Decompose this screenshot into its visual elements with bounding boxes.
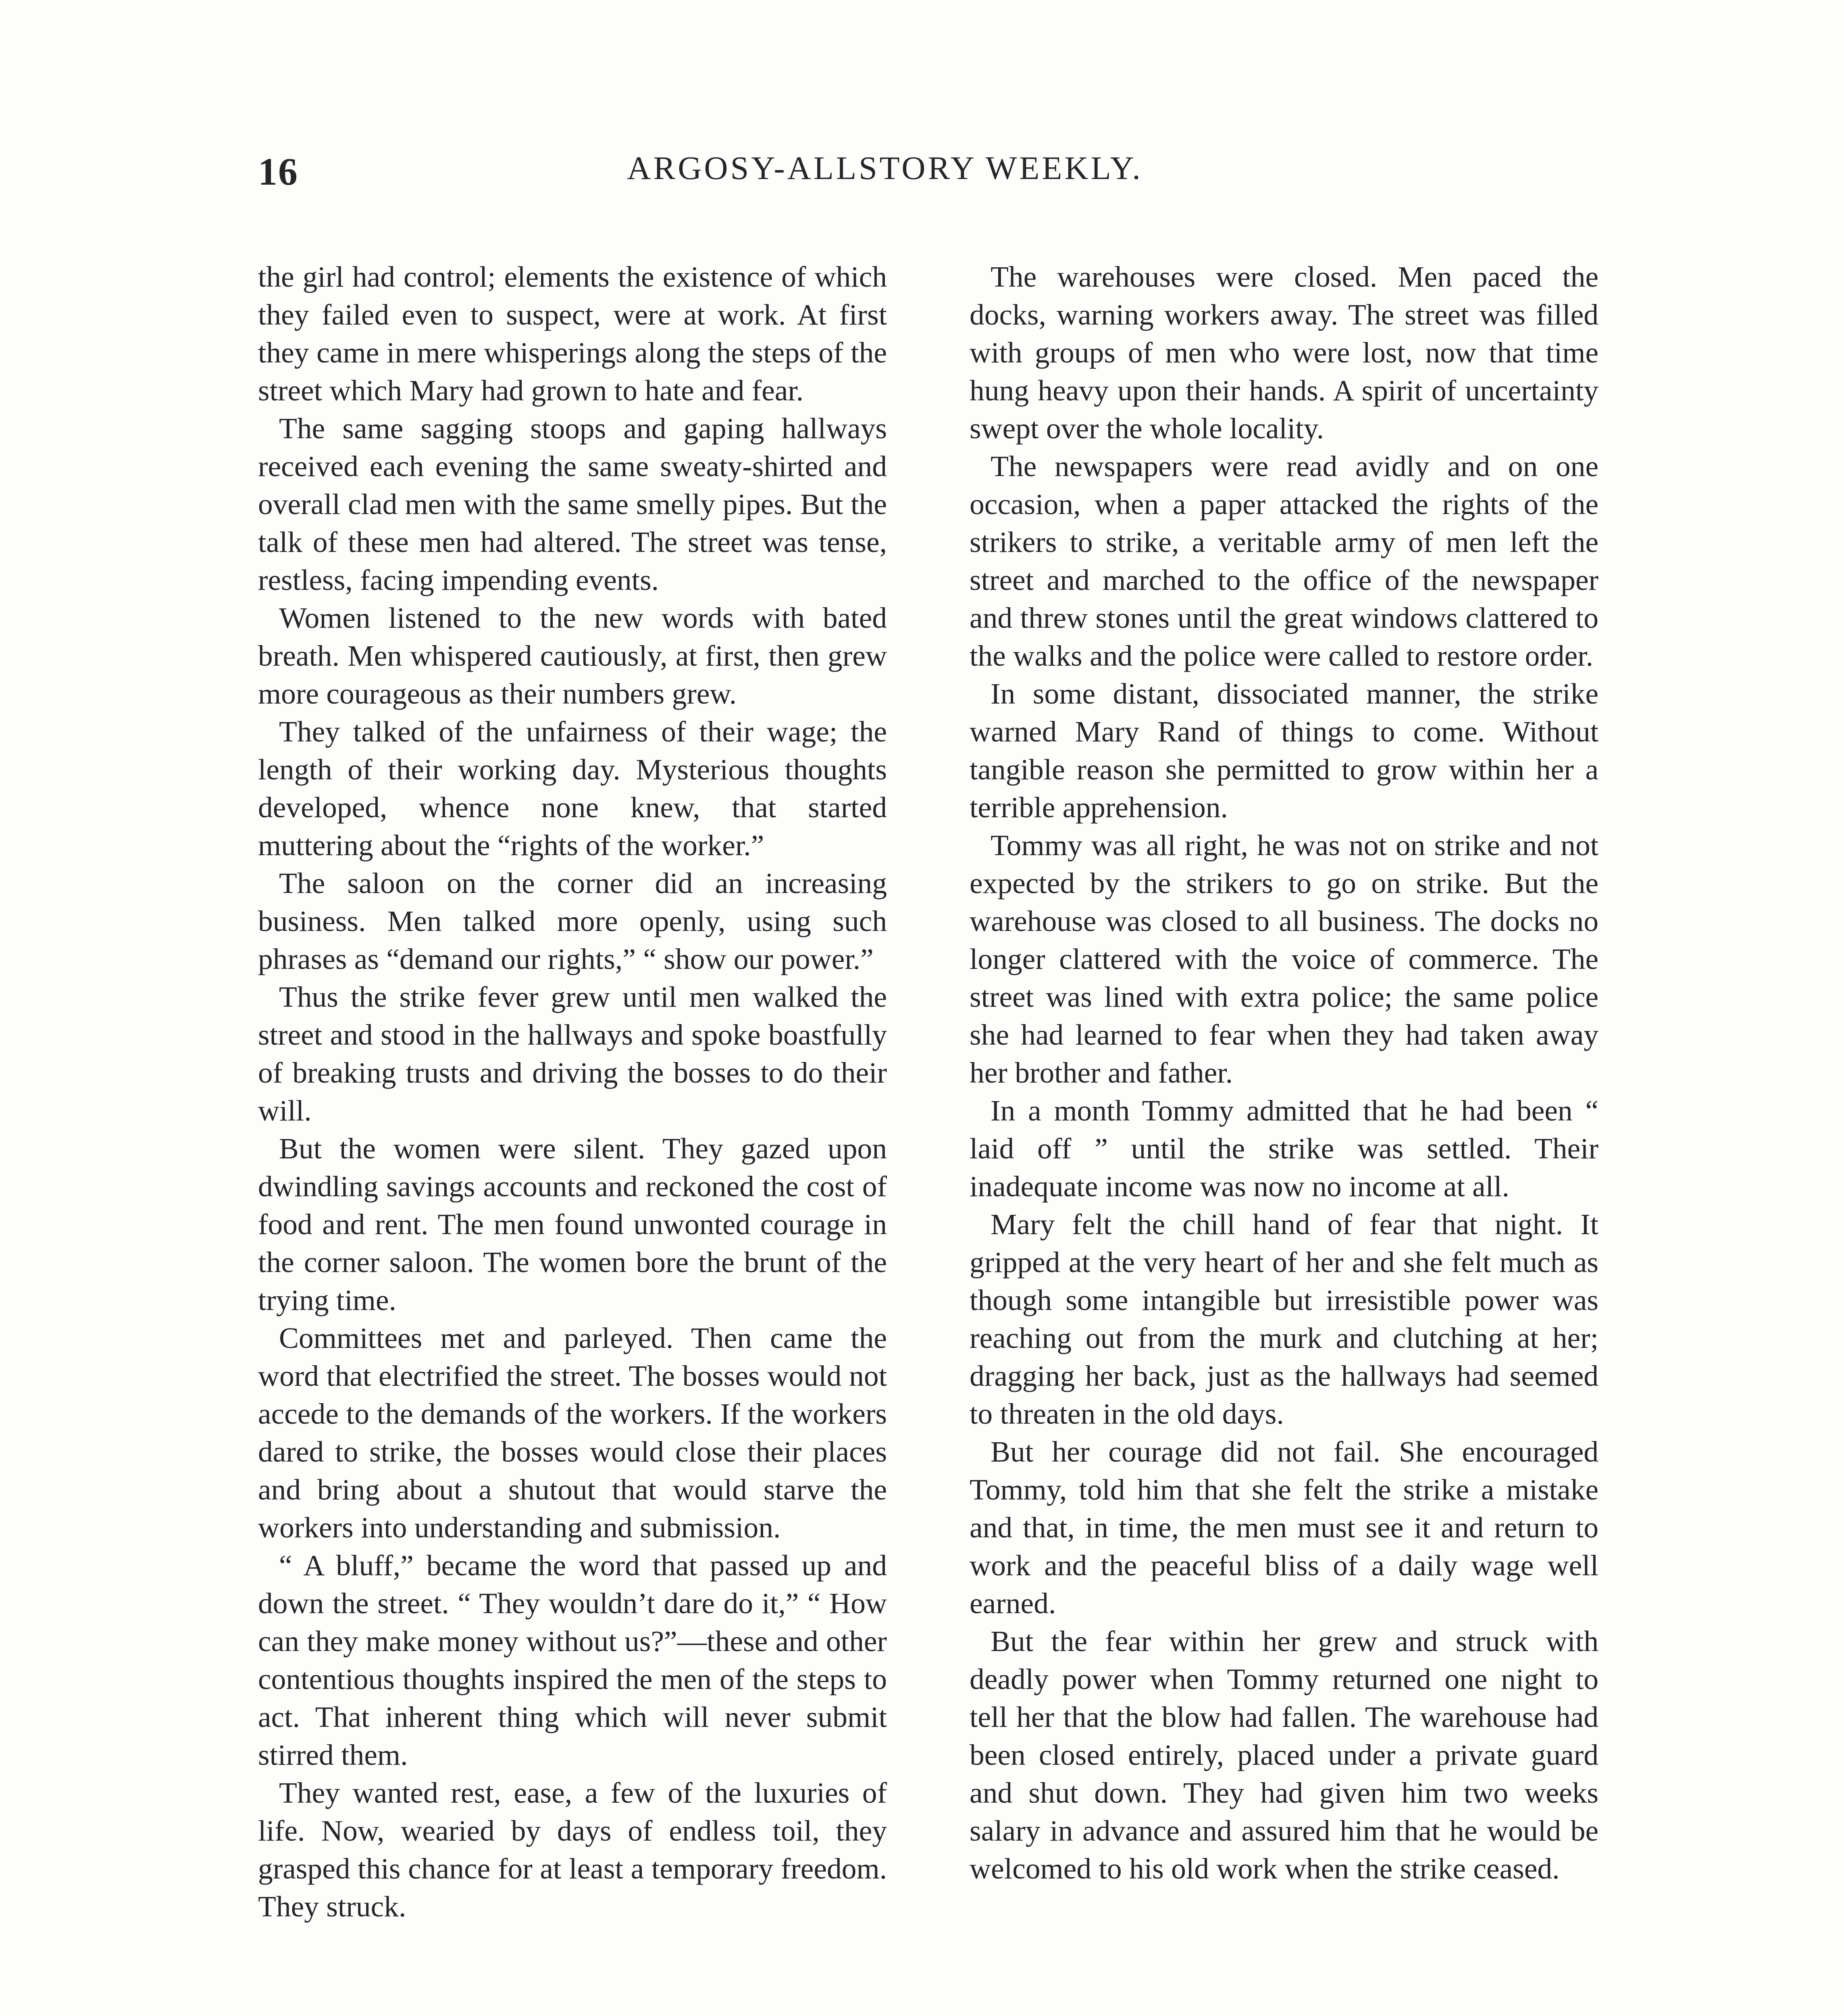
paragraph: Committees met and parleyed. Then came the word that electrified the street. The bosses would not accede to the demands of the workers. If the workers dared to strike, the bosses would close their places and bring about a shutout that would starve the workers into understanding and submission.	[258, 1322, 887, 1544]
paragraph: They talked of the unfairness of their wage; the length of their working day. Mysterious thoughts developed, whence none knew, that started muttering about the “rights of the worker.”	[258, 715, 887, 862]
paragraph: They wanted rest, ease, a few of the luxuries of life. Now, wearied by days of endless toil, they grasped this chance for at least a temporary freedom. They struck.	[258, 1776, 887, 1923]
paragraph: The newspapers were read avidly and on one occasion, when a paper attacked the rights of the strikers to strike, a veritable army of men left the street and marched to the office of the newspaper and threw stones until the great windows clattered to the walks and the police were called to restore order.	[970, 450, 1598, 672]
page-header	[258, 149, 1512, 202]
paragraph: Thus the strike fever grew until men walked the street and stood in the hallways and spoke boastfully of breaking trusts and driving the bosses to do their will.	[258, 981, 887, 1127]
text-column-right	[970, 258, 1598, 1888]
paragraph: In some distant, dissociated manner, the strike warned Mary Rand of things to come. Without tangible reason she permitted to grow within her a terrible apprehension.	[970, 677, 1598, 824]
paragraph: Mary felt the chill hand of fear that night. It gripped at the very heart of her and she felt much as though some intangible but irresistible power was reaching out from the murk and clutching at her; dragging her back, just as the hallways had seemed to threaten in the old days.	[970, 1208, 1598, 1430]
text-column-left	[258, 258, 887, 1926]
paragraph: Tommy was all right, he was not on strike and not expected by the strikers to go on strike. But the warehouse was closed to all business. The docks no longer clattered with the voice of commerce. The street was lined with extra police; the same police she had learned to fear when they had taken away her brother and father.	[970, 829, 1598, 1089]
paragraph: The same sagging stoops and gaping hallways received each evening the same sweaty-shirted and overall clad men with the same smelly pipes. But the talk of these men had altered. The street was tense, restless, facing impending events.	[258, 412, 887, 596]
running-title: ARGOSY-ALLSTORY WEEKLY.	[627, 150, 1143, 186]
paragraph: In a month Tommy admitted that he had been “ laid off ” until the strike was settled. Their inadequate income was now no income at all.	[970, 1094, 1598, 1203]
paragraph: But her courage did not fail. She encouraged Tommy, told him that she felt the strike a mistake and that, in time, the men must see it and return to work and the peaceful bliss of a daily wage well earned.	[970, 1435, 1598, 1620]
paragraph: “ A bluff,” became the word that passed up and down the street. “ They wouldn’t dare do it,” “ How can they make money without us?”—these and other contentious thoughts inspired the men of the steps to act. That inherent thing which will never submit stirred them.	[258, 1549, 887, 1771]
paragraph: The warehouses were closed. Men paced the docks, warning workers away. The street was filled with groups of men who were lost, now that time hung heavy upon their hands. A spirit of uncertainty swept over the whole locality.	[970, 260, 1598, 445]
paragraph: Women listened to the new words with bated breath. Men whispered cautiously, at first, then grew more courageous as their numbers grew.	[258, 602, 887, 710]
paragraph: But the fear within her grew and struck with deadly power when Tommy returned one night to tell her that the blow had fallen. The warehouse had been closed entirely, placed under a private guard and shut down. They had given him two weeks salary in advance and assured him that he would be welcomed to his old work when the strike ceased.	[970, 1625, 1598, 1885]
paragraph: The saloon on the corner did an increasing business. Men talked more openly, using such phrases as “demand our rights,” “ show our power.”	[258, 867, 887, 975]
paragraph: the girl had control; elements the existence of which they failed even to suspect, were at work. At first they came in mere whisperings along the steps of the street which Mary had grown to hate and fear.	[258, 260, 887, 407]
paragraph: But the women were silent. They gazed upon dwindling savings accounts and reckoned the cost of food and rent. The men found unwonted courage in the corner saloon. The women bore the brunt of the trying time.	[258, 1132, 887, 1316]
page-number: 16	[258, 150, 298, 193]
